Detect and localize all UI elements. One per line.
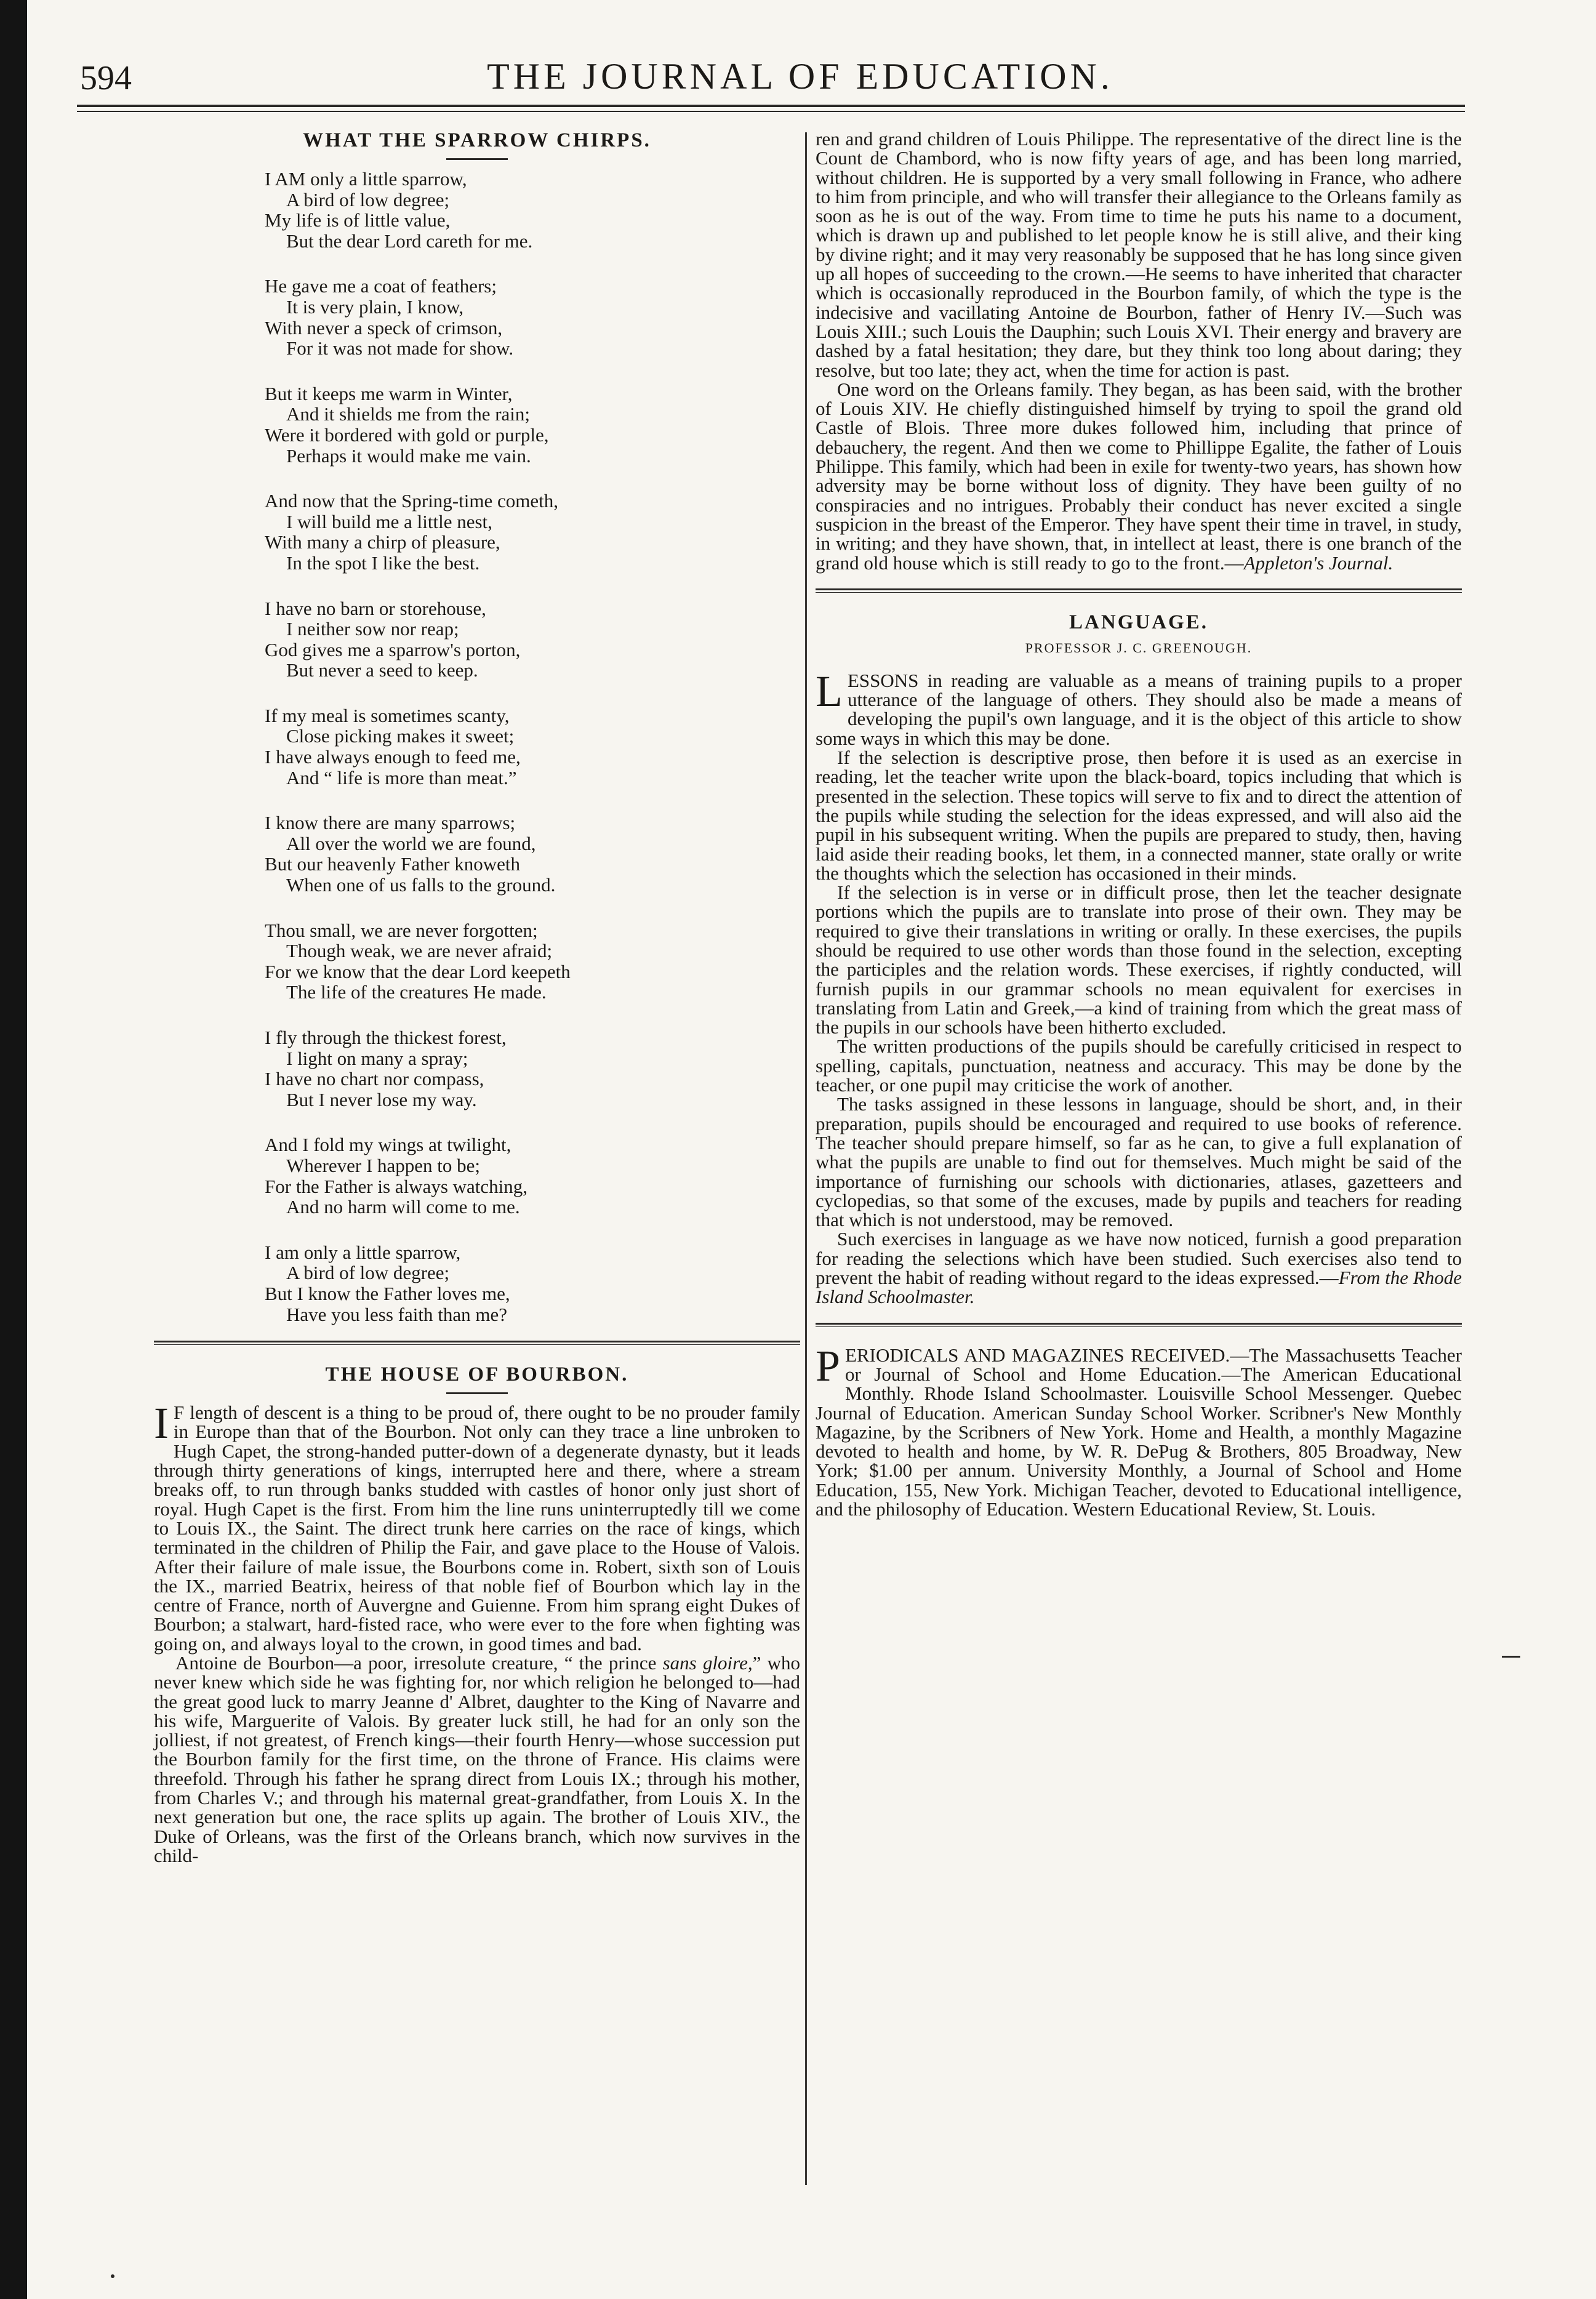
poem-line: My life is of little value,	[265, 209, 451, 231]
poem-line: I have no chart nor compass,	[265, 1068, 484, 1090]
poem-line: But I never lose my way.	[286, 1088, 477, 1110]
paragraph-text: Such exercises in language as we have now noticed, furnish a good preparation for reading the selections which have been studied. Such exercises also tend to prevent the habit of reading without regard to the ideas expressed.—	[816, 1228, 1462, 1289]
poem-stanza	[265, 491, 800, 573]
running-title: THE JOURNAL OF EDUCATION.	[487, 56, 1113, 97]
poem-line: But the dear Lord careth for me.	[286, 230, 533, 252]
column-divider	[805, 132, 807, 2185]
paragraph: ren and grand children of Louis Philippe. The representative of the direct line is the Count de Chambord, who is now fifty years of age, and has been long married, without children. He is supported by a very small following in France, who adhere to him from principle, and who will transfer their allegiance to the Orleans family as soon as he is out of the way. From time to time he puts his name to a document, which is drawn up and published to let people know he is still alive, and their king by divine right; and it may very reasonably be supposed that he has long since given up all hopes of succeeding to the crown.—He seems to have inherited that character which is occasionally reproduced in the Bourbon family, of which the type is the indecisive and vacillating Antoine de Bourbon, father of Henry IV.—Such was Louis XIII.; such Louis the Dauphin; such Louis XVI. Their energy and bravery are dashed by a fatal hesitation; they dare, but they think too long about daring; they resolve, but too late; they act, when the time for action is past.	[816, 128, 1462, 381]
poem-stanza	[265, 1134, 800, 1217]
paragraph	[816, 1229, 1462, 1306]
poem-stanza	[265, 705, 800, 788]
left-column	[154, 129, 800, 1865]
paragraph-text: Antoine de Bourbon—a poor, irresolute creature, “ the prince	[175, 1651, 663, 1674]
margin-dot	[111, 2274, 114, 2278]
article-bourbon-continued	[816, 129, 1462, 572]
article-bourbon	[154, 1363, 800, 1865]
article-title-language: LANGUAGE.	[1069, 611, 1208, 633]
poem-line: I know there are many sparrows;	[265, 812, 516, 834]
paragraph: If the selection is in verse or in difficult prose, then let the teacher designate portions which the pupils are to translate into prose of their own. They may be required to give their translations in writing or orally. In these exercises, the pupils should be required to use other words than those found in the selection, excepting the participles and the relation words. These exercises, if rightly conducted, will furnish pupils in our grammar schools no mean equivalent for exercises in translating from Latin and Greek,—a kind of training from which the great mass of the pupils in our schools have been hitherto excluded.	[816, 881, 1462, 1038]
poem-line: And no harm will come to me.	[286, 1196, 520, 1218]
italic-phrase: sans gloire,	[662, 1651, 753, 1674]
article-periodicals	[816, 1341, 1462, 1520]
poem-line: A bird of low degree;	[286, 1262, 450, 1284]
poem-line: With never a speck of crimson,	[265, 316, 503, 339]
poem-line: I fly through the thickest forest,	[265, 1027, 507, 1048]
poem-stanza	[265, 812, 800, 895]
poem-line: And I fold my wings at twilight,	[265, 1134, 511, 1156]
poem-line: God gives me a sparrow's porton,	[265, 638, 521, 660]
poem-line: But it keeps me warm in Winter,	[265, 382, 513, 404]
poem-stanza	[265, 920, 800, 1003]
poem-line: I will build me a little nest,	[286, 510, 492, 532]
poem-line: Were it bordered with gold or purple,	[265, 423, 549, 446]
poem-line: Perhaps it would make me vain.	[286, 444, 531, 467]
paragraph: If the selection is descriptive prose, then before it is used as an exercise in reading, let the teacher write upon the black-board, topics including that which is presented in the selection. These topics will serve to fix and to direct the attention of the pupils while studing the selection for the ideas expressed, and will also aid the pupil in his subsequent writing. When the pupils are prepared to study, then, having laid aside their reading books, let them, in a connected manner, state orally or write the thoughts which the selection has occasioned in their minds.	[816, 747, 1462, 884]
poem-line: I neither sow nor reap;	[286, 618, 459, 640]
poem-line: In the spot I like the best.	[286, 552, 480, 574]
poem-line: But never a seed to keep.	[286, 659, 478, 681]
poem-line: It is very plain, I know,	[286, 295, 464, 318]
article-sparrow	[154, 129, 800, 1325]
article-title-sparrow: WHAT THE SPARROW CHIRPS.	[303, 129, 651, 151]
poem-line: But I know the Father loves me,	[265, 1282, 510, 1304]
paragraph	[154, 1653, 800, 1865]
poem-line: He gave me a coat of feathers;	[265, 275, 497, 297]
poem-line: I have always enough to feed me,	[265, 746, 521, 768]
poem-stanza	[265, 383, 800, 466]
poem-line: I light on many a spray;	[286, 1047, 468, 1069]
poem-line: And “ life is more than meat.”	[286, 766, 517, 788]
poem-line: But our heavenly Father knoweth	[265, 853, 520, 875]
poem-line: All over the world we are found,	[286, 832, 536, 854]
header-rule-thin	[77, 111, 1465, 112]
poem-line: For the Father is always watching,	[265, 1175, 528, 1197]
paragraph-text: ESSONS in reading are valuable as a means of training pupils to a proper utterance of the language of others. They should also be made a means of developing the pupil's own language, and it is the object of this article to show some ways in which this may be done.	[816, 669, 1462, 749]
paragraph-text: —The Massachusetts Teacher or Journal of School and Home Education.—The American Educational Monthly. Rhode Island Schoolmaster. Louisville School Messenger. Quebec Journal of Education. American Sunday School Worker. Scribner's New Monthly Magazine, by the Scribners of New York. Home and Health, a monthly Magazine devoted to health and home, by W. R. DePug & Brothers, 805 Broadway, New York; $1.00 per annum. University Monthly, a Journal of School and Home Education, 155, New York. Michigan Teacher, devoted to Educational intelligence, and the philosophy of Education. Western Educational Review, St. Louis.	[816, 1344, 1462, 1520]
section-heading: ERIODICALS AND MAGAZINES RECEIVED.	[845, 1344, 1230, 1366]
drop-cap: L	[816, 666, 843, 716]
right-column	[816, 129, 1462, 1519]
paragraph	[816, 666, 1462, 749]
poem-stanza	[265, 1027, 800, 1110]
poem-line: Have you less faith than me?	[286, 1303, 507, 1325]
paragraph	[816, 380, 1462, 572]
title-rule	[446, 1392, 508, 1394]
poem-line: Though weak, we are never afraid;	[286, 940, 553, 962]
source-attribution: Appleton's Journal.	[1243, 552, 1393, 574]
poem-line: Thou small, we are never forgotten;	[265, 919, 538, 941]
margin-mark	[1502, 1656, 1520, 1658]
poem-line: I am only a little sparrow,	[265, 1241, 461, 1263]
paragraph-text: One word on the Orleans family. They began, as has been said, with the brother of Louis XIV. He chiefly distinguished himself by trying to spoil the grand old Castle of Blois. Three more dukes followed him, including that prince of debauchery, the regent. And then we come to Phillippe Egalite, the father of Louis Philippe. This family, which had been in exile for twenty-two years, has shown how adversity may be borne without loss of dignity. They have been guilty of no conspiracies and no intrigues. Probably their conduct has never excited a single suspicion in the breast of the Emperor. They have spent their time in travel, in study, in writing; and they have shown, that, in intellect at least, there is one branch of the grand old house which is still ready to go to the front.—	[816, 378, 1462, 574]
paragraph-text: ” who never knew which side he was fighting for, nor which religion he belonged to—had the great good luck to marry Jeanne d' Albret, daughter to the King of Navarre and his wife, Marguerite of Valois. By greater luck still, he had for an only son the jolliest, if not greatest, of French kings—their fourth Henry—whose succession put the Bourbon family for the first time, on the throne of France. His claims were threefold. Through his father he sprang direct from Louis IX.; through his mother, from Charles V.; and through his maternal great-grandfather, from Louis X. In the next generation but one, the race splits up again. The brother of Louis XIV., the Duke of Orleans, was the first of the Orleans branch, which now survives in the child-	[154, 1651, 800, 1866]
drop-cap: I	[154, 1398, 169, 1448]
poem-line: If my meal is sometimes scanty,	[265, 704, 510, 726]
paragraph: The tasks assigned in these lessons in language, should be short, and, in their preparation, pupils should be encouraged and required to use books of reference. The teacher should prepare himself, so far as he can, to give a full explanation of what the pupils are unable to find out for themselves. Much might be said of the importance of furnishing our schools with dictionaries, atlases, gazetteers and cyclopedias, so that some of the excuses, made by pupils and teachers for reading that which is not understood, may be removed.	[816, 1093, 1462, 1231]
source-attribution: From the Rhode Island Schoolmaster.	[816, 1267, 1462, 1308]
poem-line: With many a chirp of pleasure,	[265, 531, 500, 553]
scan-edge-bar	[0, 0, 27, 2299]
poem-line: And now that the Spring-time cometh,	[265, 490, 558, 512]
poem-line: And it shields me from the rain;	[286, 403, 531, 425]
poem-line: I AM only a little sparrow,	[265, 168, 467, 190]
paragraph	[816, 1341, 1462, 1520]
title-rule	[446, 158, 508, 160]
article-title-bourbon: THE HOUSE OF BOURBON.	[325, 1363, 629, 1386]
poem-line: When one of us falls to the ground.	[286, 874, 556, 896]
poem-stanza	[265, 598, 800, 681]
article-separator	[154, 1341, 800, 1345]
paragraph-text: F length of descent is a thing to be proud of, there ought to be no prouder family in Europe than that of the Bourbon. Not only can they trace a line unbroken to Hugh Capet, the strong-handed putter-down of a degenerate dynasty, but it leads through thirty generations of kings, interrupted here and there, where a stream breaks off, to run through banks studded with castles of honor only just short of royal. Hugh Capet is the first. From him the line runs uninterruptedly till we come to Louis IX., the Saint. The direct trunk here carries on the race of kings, which terminated in the children of Philip the Fair, and gave place to the House of Valois. After their failure of male issue, the Bourbons come in. Robert, sixth son of Louis the IX., married Beatrix, heiress of that noble fief of Bourbon which lay in the centre of France, north of Auvergne and Guienne. From him sprang eight Dukes of Bourbon; a stalwart, hard-fisted race, who were ever to the fore when fighting was going on, and always loyal to the crown, in good times and bad.	[154, 1402, 800, 1655]
paragraph	[154, 1398, 800, 1655]
poem-line: Close picking makes it sweet;	[286, 725, 515, 747]
poem-line: For it was not made for show.	[286, 337, 514, 359]
article-separator	[816, 588, 1462, 593]
article-language	[816, 611, 1462, 1307]
poem-stanza	[265, 169, 800, 251]
drop-cap: P	[816, 1341, 841, 1390]
page-number: 594	[80, 59, 132, 97]
poem-line: Wherever I happen to be;	[286, 1154, 481, 1176]
poem-line: The life of the creatures He made.	[286, 981, 547, 1003]
poem-stanza	[265, 276, 800, 358]
author-byline: PROFESSOR J. C. GREENOUGH.	[1025, 640, 1253, 656]
poem-line: A bird of low degree;	[286, 188, 450, 211]
header-rule-thick	[77, 105, 1465, 107]
paragraph: The written productions of the pupils should be carefully criticised in respect to spelling, capitals, punctuation, neatness and accuracy. This may be done by the teacher, or one pupil may criticise the work of another.	[816, 1035, 1462, 1096]
poem-line: I have no barn or storehouse,	[265, 597, 486, 619]
poem-stanza	[265, 1242, 800, 1325]
article-separator	[816, 1323, 1462, 1327]
poem-line: For we know that the dear Lord keepeth	[265, 960, 571, 982]
poem	[265, 169, 800, 1325]
